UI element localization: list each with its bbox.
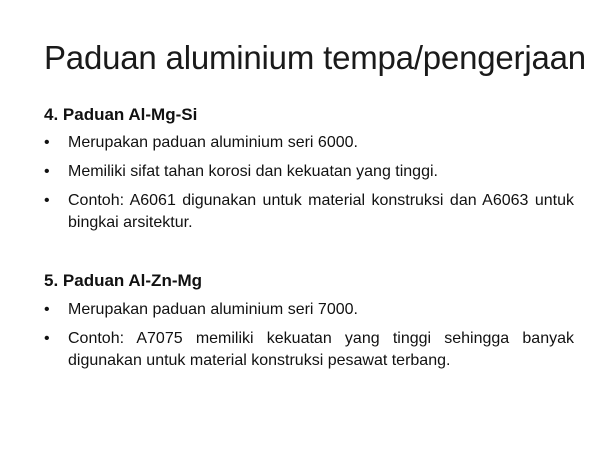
bullet-text: Memiliki sifat tahan korosi dan kekuatan yang tinggi. — [68, 163, 438, 180]
section-heading-al-mg-si: 4. Paduan Al-Mg-Si — [44, 105, 198, 124]
bullet-icon: • — [44, 134, 50, 151]
bullet-icon: • — [44, 163, 50, 180]
bullet-icon: • — [44, 301, 50, 318]
list-item — [44, 190, 574, 234]
bullet-icon: • — [44, 330, 50, 347]
bullet-text: Contoh: A7075 memiliki kekuatan yang tinggi sehingga banyak digunakan untuk material konstruksi pesawat terbang. — [68, 330, 574, 369]
list-item — [44, 299, 574, 321]
slide-title: Paduan aluminium tempa/pengerjaan — [44, 39, 586, 76]
list-item — [44, 161, 574, 183]
bullet-text: Merupakan paduan aluminium seri 7000. — [68, 301, 358, 318]
section-heading-al-zn-mg: 5. Paduan Al-Zn-Mg — [44, 271, 203, 290]
list-item — [44, 328, 574, 372]
bullet-icon: • — [44, 192, 50, 209]
bullet-text: Merupakan paduan aluminium seri 6000. — [68, 134, 358, 151]
list-item — [44, 132, 574, 154]
bullet-text: Contoh: A6061 digunakan untuk material konstruksi dan A6063 untuk bingkai arsitektur. — [68, 192, 574, 231]
